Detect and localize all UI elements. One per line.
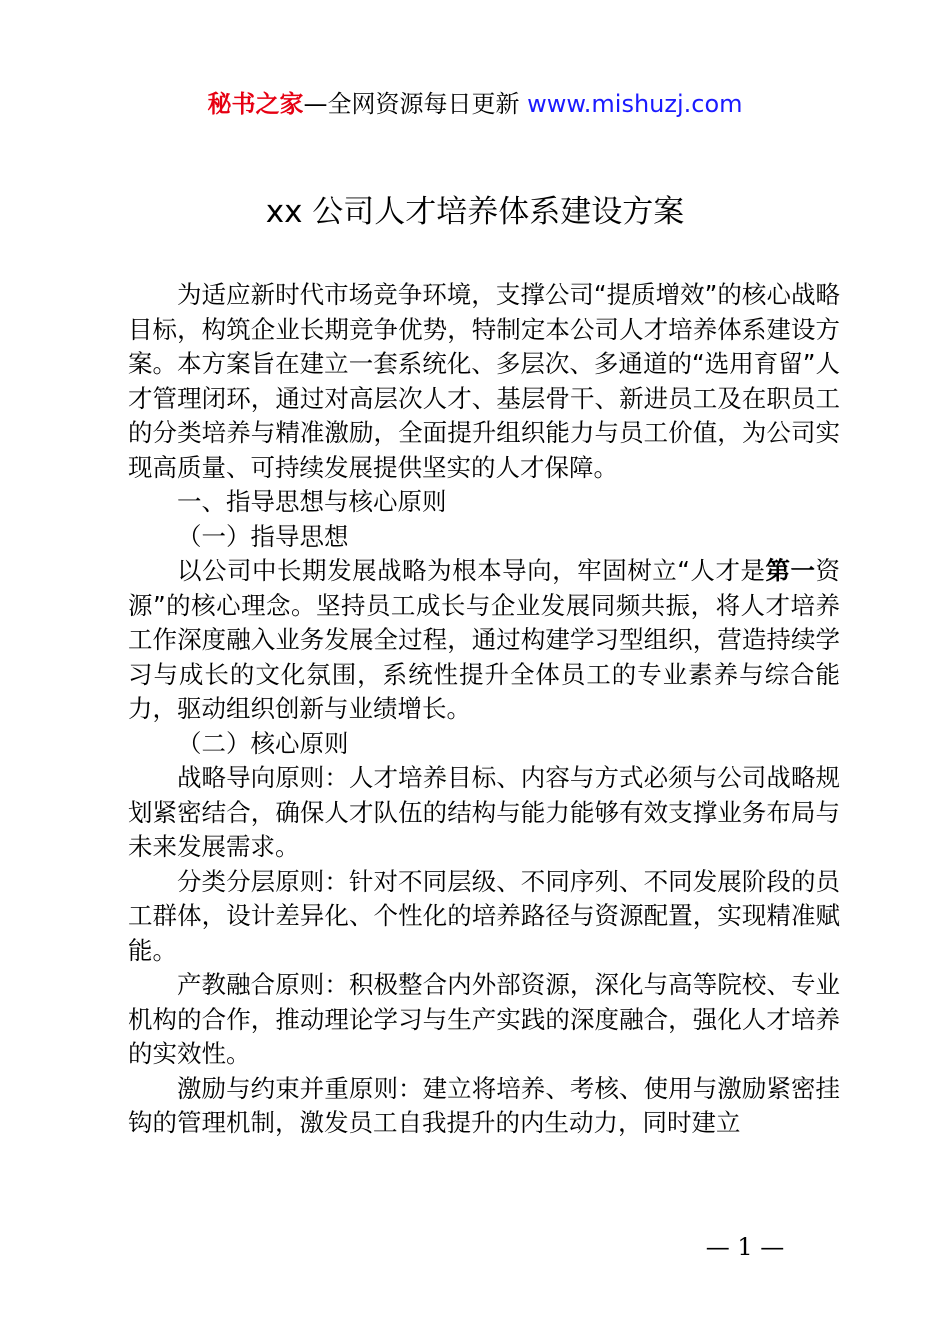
document-title: xx 公司人才培养体系建设方案	[265, 194, 685, 230]
guiding-thought-text-start: 以公司中长期发展战略为根本导向，牢固树立“人才是	[177, 556, 766, 585]
principle-classification-paragraph: 分类分层原则：针对不同层级、不同序列、不同发展阶段的员工群体，设计差异化、个性化的培养路径与资源配置，实现精准赋能。	[128, 866, 840, 965]
section-heading: 一、指导思想与核心原则	[177, 487, 447, 516]
principle-incentive-paragraph: 激励与约束并重原则：建立将培养、考核、使用与激励紧密挂钩的管理机制，激发员工自我提升的内生动力，同时建立	[128, 1073, 840, 1137]
header-tagline: —全网资源每日更新	[303, 90, 520, 118]
subsection-heading-guiding-thought: （一）指导思想	[177, 521, 349, 551]
principle-strategy-paragraph: 战略导向原则：人才培养目标、内容与方式必须与公司战略规划紧密结合，确保人才队伍的结构与能力能够有效支撑业务布局与未来发展需求。	[128, 763, 840, 861]
document-body	[128, 278, 840, 1141]
principle-integration-paragraph: 产教融合原则：积极整合内外部资源，深化与高等院校、专业机构的合作，推动理论学习与生产实践的深度融合，强化人才培养的实效性。	[128, 970, 840, 1068]
site-header	[0, 88, 950, 120]
page-number: — 1 —	[705, 1233, 785, 1261]
subsection-heading-core-principles: （二）核心原则	[177, 728, 349, 758]
intro-paragraph: 为适应新时代市场竞争环境，支撑公司“提质增效”的核心战略目标，构筑企业长期竞争优势，特制定本公司人才培养体系建设方案。本方案旨在建立一套系统化、多层次、多通道的“选用育留”人才管理闭环，通过对高层次人才、基层骨干、新进员工及在职员工的分类培养与精准激励，全面提升组织能力与员工价值，为公司实现高质量、可持续发展提供坚实的人才保障。	[128, 280, 840, 482]
guiding-thought-text-end: 资源”的核心理念。坚持员工成长与企业发展同频共振，将人才培养工作深度融入业务发展全过程，通过构建学习型组织，营造持续学习与成长的文化氛围，系统性提升全体员工的专业素养与综合能力，驱动组织创新与业绩增长。	[128, 556, 840, 723]
guiding-thought-paragraph	[128, 554, 840, 727]
site-url-link[interactable]: www.mishuzj.com	[527, 90, 743, 118]
brand-name: 秘书之家	[207, 90, 304, 118]
guiding-thought-emphasis: 第一	[765, 556, 816, 585]
